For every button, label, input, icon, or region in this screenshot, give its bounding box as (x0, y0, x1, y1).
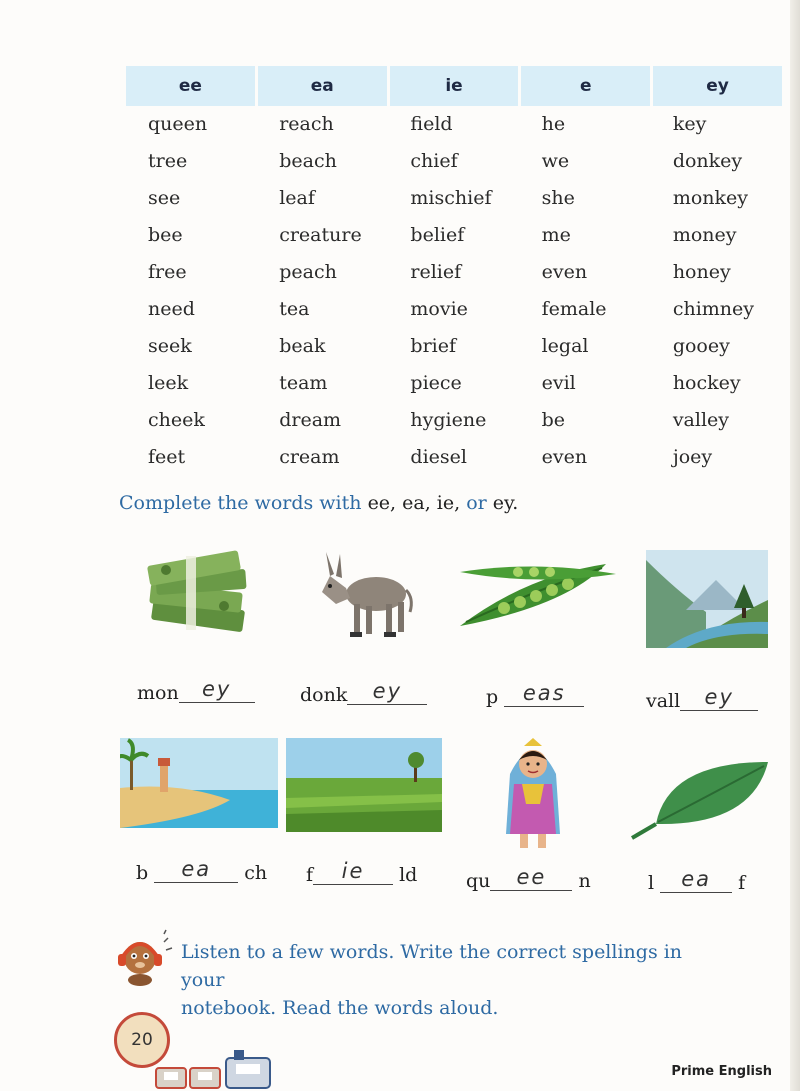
instruction (119, 492, 518, 514)
header-e: e (521, 66, 650, 106)
exercise-5-blank[interactable] (154, 857, 238, 883)
table-word: beak (279, 335, 326, 357)
table-word: key (672, 113, 707, 135)
page-edge (790, 0, 800, 1091)
exercise-2 (300, 679, 427, 706)
exercise-7-answer: ee (516, 865, 547, 889)
header-ee: ee (126, 66, 255, 106)
table-word: tree (148, 150, 188, 172)
table-word: reach (279, 113, 334, 135)
exercise-4-prefix: vall (646, 690, 681, 712)
valley-picture (646, 550, 768, 648)
queen-picture (500, 734, 566, 852)
money-picture (146, 548, 256, 638)
table-word: belief (410, 224, 465, 246)
exercise-6-answer: ie (341, 859, 365, 883)
exercise-3 (486, 681, 584, 708)
table-word: team (279, 372, 328, 394)
table-word: even (541, 446, 588, 468)
table-word: we (541, 150, 570, 172)
table-word: leek (148, 372, 189, 394)
exercise-8 (648, 867, 746, 894)
table-word: free (148, 261, 187, 283)
exercise-1-blank[interactable] (179, 677, 255, 703)
exercise-2-prefix: donk (300, 684, 348, 706)
table-word: hockey (672, 372, 741, 394)
listening-character-icon (112, 928, 174, 988)
table-word: hygiene (410, 409, 487, 431)
instruction-options: ee, ea, ie, (367, 492, 461, 514)
table-word: honey (672, 261, 731, 283)
exercise-1-prefix: mon (137, 682, 179, 704)
exercise-5-prefix: b (136, 862, 149, 884)
beach-picture (120, 738, 278, 828)
exercise-4-blank[interactable] (680, 685, 758, 711)
table-word: relief (410, 261, 462, 283)
table-word: evil (541, 372, 576, 394)
exercise-6-suffix: ld (399, 864, 418, 886)
table-word: be (541, 409, 566, 431)
table-word: valley (672, 409, 730, 431)
column-ea (257, 106, 388, 476)
header-ea: ea (258, 66, 387, 106)
table-word: tea (279, 298, 310, 320)
exercise-8-suffix: f (738, 872, 746, 894)
exercise-5-answer: ea (181, 857, 212, 881)
listening-line-2: notebook. Read the words aloud. (181, 997, 499, 1019)
exercise-6-blank[interactable] (313, 859, 393, 885)
exercise-2-answer: ey (372, 679, 403, 703)
table-word: leaf (279, 187, 315, 209)
table-word: field (410, 113, 453, 135)
table-word: female (541, 298, 607, 320)
instruction-text: Complete the words with (119, 492, 362, 514)
table-word: chimney (672, 298, 754, 320)
table-word: seek (148, 335, 192, 357)
exercise-4 (646, 685, 758, 712)
exercise-2-blank[interactable] (347, 679, 427, 705)
column-e (520, 106, 651, 476)
table-word: beach (279, 150, 337, 172)
table-word: he (541, 113, 566, 135)
table-word: joey (672, 446, 713, 468)
table-word: dream (279, 409, 342, 431)
table-header-row (126, 66, 782, 106)
table-word: piece (410, 372, 462, 394)
table-word: me (541, 224, 571, 246)
exercise-3-answer: eas (522, 681, 566, 705)
table-word: money (672, 224, 737, 246)
table-word: need (148, 298, 195, 320)
exercise-7-suffix: n (578, 870, 591, 892)
exercise-7 (466, 865, 591, 892)
column-ie (388, 106, 519, 476)
field-picture (286, 738, 442, 832)
exercise-6 (306, 859, 418, 886)
table-word: she (541, 187, 575, 209)
exercise-5 (136, 857, 268, 884)
table-word: mischief (410, 187, 492, 209)
table-word: movie (410, 298, 468, 320)
header-ey: ey (653, 66, 782, 106)
exercise-3-prefix: p (486, 686, 499, 708)
table-word: donkey (672, 150, 743, 172)
table-word: peach (279, 261, 337, 283)
column-ey (651, 106, 782, 476)
exercise-1 (137, 677, 255, 704)
exercise-8-blank[interactable] (660, 867, 732, 893)
exercise-7-blank[interactable] (490, 865, 572, 891)
page-number: 20 (131, 1030, 153, 1050)
instruction-or: or (466, 492, 487, 514)
table-word: see (148, 187, 181, 209)
table-word: cream (279, 446, 340, 468)
table-word: feet (148, 446, 186, 468)
exercise-3-blank[interactable] (504, 681, 584, 707)
table-word: gooey (672, 335, 730, 357)
listening-line-1: Listen to a few words. Write the correct spellings in your (181, 941, 683, 991)
table-word: queen (148, 113, 208, 135)
table-word: diesel (410, 446, 467, 468)
donkey-picture (316, 548, 416, 642)
exercise-6-prefix: f (306, 864, 314, 886)
table-word: bee (148, 224, 183, 246)
exercise-5-suffix: ch (244, 862, 268, 884)
column-ee (126, 106, 257, 476)
table-word: cheek (148, 409, 205, 431)
instruction-last: ey. (492, 492, 519, 514)
peas-picture (456, 556, 620, 640)
book-name: Prime English (671, 1064, 772, 1079)
exercise-8-prefix: l (648, 872, 655, 894)
table-word: monkey (672, 187, 748, 209)
exercise-8-answer: ea (681, 867, 712, 891)
table-columns (126, 106, 782, 476)
table-word: brief (410, 335, 457, 357)
exercise-1-answer: ey (202, 677, 232, 701)
table-word: legal (541, 335, 589, 357)
table-word: chief (410, 150, 458, 172)
exercise-4-answer: ey (704, 685, 734, 709)
table-word: even (541, 261, 588, 283)
leaf-picture (628, 756, 774, 842)
header-ie: ie (390, 66, 519, 106)
exercise-7-prefix: qu (466, 870, 491, 892)
spelling-table (126, 66, 782, 476)
train-decoration-icon (152, 1046, 282, 1090)
table-word: creature (279, 224, 362, 246)
listening-activity (181, 938, 721, 1022)
